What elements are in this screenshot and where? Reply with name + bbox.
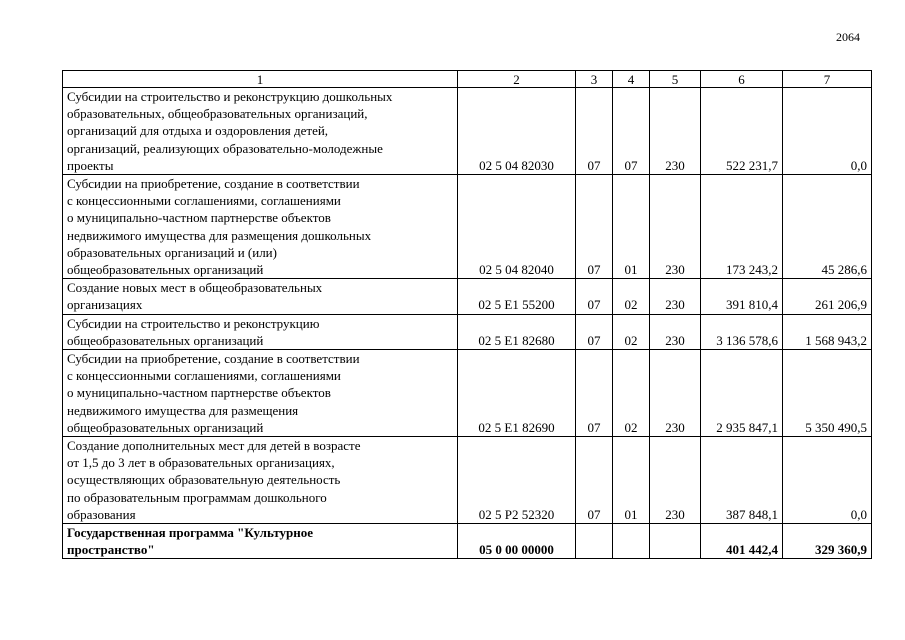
row-amount-1-cell: 391 810,4 — [701, 279, 783, 314]
row-name-cell — [63, 279, 458, 314]
row-subsection-cell — [613, 524, 650, 559]
table-row — [63, 88, 872, 175]
row-amount-1-cell: 401 442,4 — [701, 524, 783, 559]
row-section-cell: 07 — [576, 175, 613, 279]
row-section-cell: 07 — [576, 437, 613, 524]
page-number: 2064 — [836, 30, 860, 44]
row-section-cell: 07 — [576, 279, 613, 314]
row-name-line: проекты — [67, 157, 114, 173]
row-amount-1-cell: 3 136 578,6 — [701, 314, 783, 349]
row-subsection-cell: 07 — [613, 88, 650, 175]
row-amount-1-cell: 387 848,1 — [701, 437, 783, 524]
table-body — [63, 88, 872, 559]
row-amount-2-cell: 1 568 943,2 — [783, 314, 872, 349]
row-name-line: образования — [67, 506, 136, 522]
row-amount-1-cell: 173 243,2 — [701, 175, 783, 279]
row-name-line: недвижимого имущества для размещения — [67, 402, 299, 418]
row-code-cell: 02 5 04 82040 — [458, 175, 576, 279]
budget-table — [62, 70, 872, 559]
header-cell-3: 3 — [576, 71, 613, 88]
row-expense-type-cell — [650, 524, 701, 559]
row-amount-2-cell: 5 350 490,5 — [783, 350, 872, 437]
row-subsection-cell: 01 — [613, 437, 650, 524]
row-name-line: Субсидии на приобретение, создание в соответствии — [67, 351, 360, 367]
row-name-line: общеобразовательных организаций — [67, 332, 264, 348]
table-row — [63, 175, 872, 279]
row-subsection-cell: 01 — [613, 175, 650, 279]
row-code-cell: 05 0 00 00000 — [458, 524, 576, 559]
row-amount-1-cell: 522 231,7 — [701, 88, 783, 175]
row-name-cell — [63, 524, 458, 559]
row-subsection-cell: 02 — [613, 350, 650, 437]
row-section-cell — [576, 524, 613, 559]
row-name-line: Создание новых мест в общеобразовательных — [67, 280, 323, 296]
row-name-line: образовательных, общеобразовательных организаций, — [67, 106, 368, 122]
row-name-line: образовательных организаций и (или) — [67, 244, 277, 260]
row-name-line: общеобразовательных организаций — [67, 262, 264, 278]
row-name-line: Субсидии на строительство и реконструкцию — [67, 315, 320, 331]
row-expense-type-cell: 230 — [650, 279, 701, 314]
row-name-line: пространство" — [67, 542, 155, 558]
row-name-line: от 1,5 до 3 лет в образовательных организациях, — [67, 455, 335, 471]
row-name-line: организаций, реализующих образовательно-молодежные — [67, 140, 383, 156]
header-cell-6: 6 — [701, 71, 783, 88]
row-amount-2-cell: 261 206,9 — [783, 279, 872, 314]
header-cell-1: 1 — [63, 71, 458, 88]
row-amount-2-cell: 45 286,6 — [783, 175, 872, 279]
row-code-cell: 02 5 E1 55200 — [458, 279, 576, 314]
row-code-cell: 02 5 E1 82690 — [458, 350, 576, 437]
row-name-line: Субсидии на строительство и реконструкцию дошкольных — [67, 89, 393, 104]
row-name-line: с концессионными соглашениями, соглашениями — [67, 193, 341, 209]
row-name-line: общеобразовательных организаций — [67, 419, 264, 435]
row-expense-type-cell: 230 — [650, 437, 701, 524]
row-name-line: Создание дополнительных мест для детей в возрасте — [67, 438, 361, 454]
row-expense-type-cell: 230 — [650, 175, 701, 279]
row-amount-2-cell: 329 360,9 — [783, 524, 872, 559]
row-amount-2-cell: 0,0 — [783, 88, 872, 175]
row-name-line: Государственная программа "Культурное — [67, 525, 314, 541]
row-name-cell — [63, 88, 458, 175]
row-section-cell: 07 — [576, 314, 613, 349]
row-name-cell — [63, 175, 458, 279]
row-name-line: о муниципально-частном партнерстве объектов — [67, 210, 331, 226]
row-name-line: Субсидии на приобретение, создание в соответствии — [67, 176, 360, 192]
row-subsection-cell: 02 — [613, 314, 650, 349]
header-cell-7: 7 — [783, 71, 872, 88]
row-amount-2-cell: 0,0 — [783, 437, 872, 524]
header-cell-2: 2 — [458, 71, 576, 88]
row-name-line: организаций для отдыха и оздоровления детей, — [67, 123, 329, 139]
row-name-line: с концессионными соглашениями, соглашениями — [67, 368, 341, 384]
row-code-cell: 02 5 E1 82680 — [458, 314, 576, 349]
table-row — [63, 524, 872, 559]
header-cell-4: 4 — [613, 71, 650, 88]
table-row — [63, 279, 872, 314]
row-subsection-cell: 02 — [613, 279, 650, 314]
row-name-cell — [63, 314, 458, 349]
row-section-cell: 07 — [576, 88, 613, 175]
row-expense-type-cell: 230 — [650, 314, 701, 349]
row-name-cell — [63, 437, 458, 524]
row-section-cell: 07 — [576, 350, 613, 437]
row-code-cell: 02 5 P2 52320 — [458, 437, 576, 524]
row-code-cell: 02 5 04 82030 — [458, 88, 576, 175]
row-expense-type-cell: 230 — [650, 350, 701, 437]
table-row — [63, 314, 872, 349]
table-row — [63, 437, 872, 524]
row-amount-1-cell: 2 935 847,1 — [701, 350, 783, 437]
header-cell-5: 5 — [650, 71, 701, 88]
row-name-line: о муниципально-частном партнерстве объектов — [67, 385, 331, 401]
row-expense-type-cell: 230 — [650, 88, 701, 175]
row-name-line: по образовательным программам дошкольного — [67, 489, 327, 505]
header-row — [63, 71, 872, 88]
row-name-cell — [63, 350, 458, 437]
row-name-line: осуществляющих образовательную деятельность — [67, 472, 341, 488]
table-row — [63, 350, 872, 437]
row-name-line: организациях — [67, 297, 143, 313]
row-name-line: недвижимого имущества для размещения дошкольных — [67, 227, 372, 243]
